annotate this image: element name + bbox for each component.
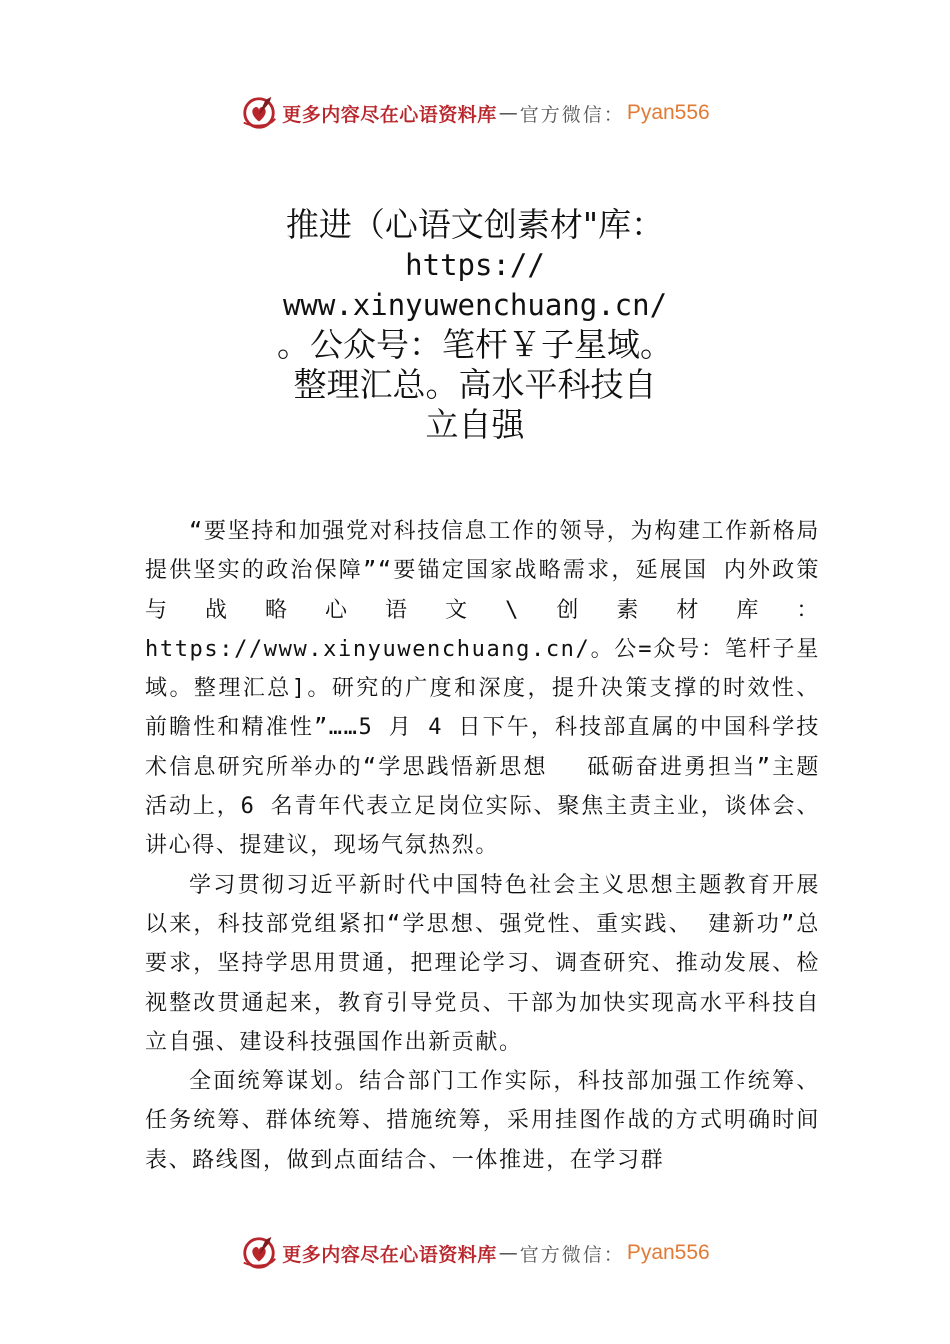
title-line-5: 整理汇总。高水平科技自 bbox=[293, 365, 657, 404]
title-line-2: https:// bbox=[405, 248, 545, 282]
title-line-1: 推进（心语文创素材"库： bbox=[285, 205, 665, 244]
banner-wechat-id: Pyan556 bbox=[626, 101, 710, 124]
title-line-6: 立自强 bbox=[425, 405, 525, 444]
document-body bbox=[145, 512, 820, 1180]
footer-dash: — bbox=[498, 1242, 518, 1264]
banner-dash: — bbox=[498, 102, 518, 124]
title-line-4: 。公众号：笔杆￥子星域。 bbox=[277, 325, 673, 364]
footer-library-text: 更多内容尽在心语资料库 bbox=[282, 1243, 497, 1266]
title-line-3: www.xinyuwenchuang.cn/ bbox=[282, 288, 668, 322]
footer-banner bbox=[0, 1228, 950, 1278]
footer-wechat-label: 官方微信： bbox=[519, 1243, 625, 1266]
header-banner bbox=[0, 88, 950, 138]
banner-wechat-label: 官方微信： bbox=[519, 103, 625, 126]
heart-pen-logo-icon bbox=[240, 94, 278, 132]
heart-pen-logo-icon bbox=[240, 1234, 278, 1272]
body-paragraph-3: 全面统筹谋划。结合部门工作实际，科技部加强工作统筹、任务统筹、群体统筹、措施统筹，采用挂图作战的方式明确时间表、路线图，做到点面结合、一体推进，在学习群 bbox=[145, 1069, 820, 1173]
footer-wechat-id: Pyan556 bbox=[626, 1241, 710, 1264]
body-paragraph-1: “要坚持和加强党对科技信息工作的领导，为构建工作新格局提供坚实的政治保障”“要锚定国家战略需求，延展国 内外政策与战略心语文\创素材库：https://www.xinyuwenchuang.cn/。公=众号：笔杆子星域。整理汇总]。研究的广度和深度，提升决策支撑的时效性、前瞻性和精准性”……5 月 4 日下午，科技部直属的中国科学技术信息研究所举办的“学思践悟新思想 砥砺奋进勇担当”主题活动上，6 名青年代表立足岗位实际、聚焦主责主业，谈体会、讲心得、提建议，现场气氛热烈。 bbox=[145, 519, 820, 859]
body-paragraph-2: 学习贯彻习近平新时代中国特色社会主义思想主题教育开展以来，科技部党组紧扣“学思想、强党性、重实践、 建新功”总要求，坚持学思用贯通，把理论学习、调查研究、推动发展、检视整改贯通起来，教育引导党员、干部为加快实现高水平科技自立自强、建设科技强国作出新贡献。 bbox=[145, 872, 820, 1055]
banner-library-text: 更多内容尽在心语资料库 bbox=[282, 103, 497, 126]
document-title bbox=[0, 205, 950, 445]
